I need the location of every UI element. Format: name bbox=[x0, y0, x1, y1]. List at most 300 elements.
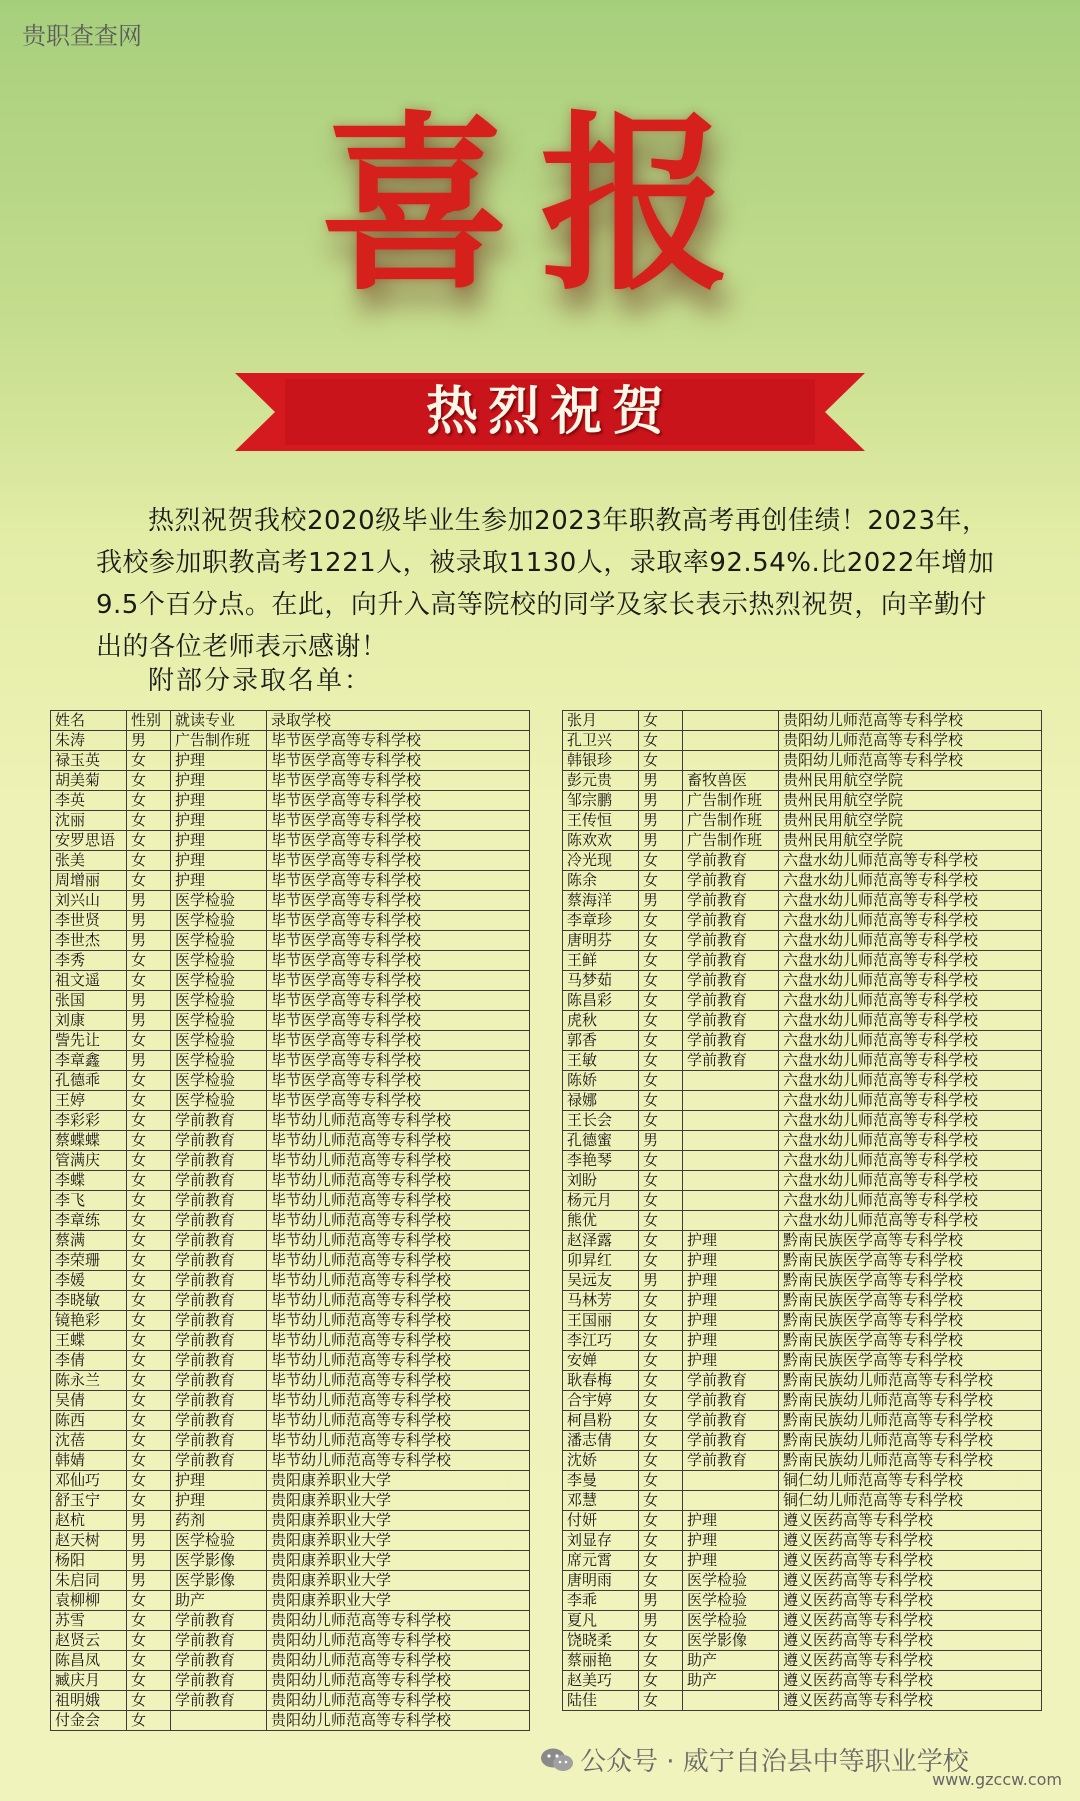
major-cell: 学前教育 bbox=[171, 1611, 267, 1631]
gender-cell: 女 bbox=[127, 1491, 171, 1511]
gender-cell: 女 bbox=[639, 871, 683, 891]
gender-cell: 女 bbox=[127, 1351, 171, 1371]
table-row bbox=[563, 1051, 1042, 1071]
student-name-cell: 夏凡 bbox=[563, 1611, 639, 1631]
major-cell: 医学影像 bbox=[171, 1571, 267, 1591]
gender-cell: 女 bbox=[127, 1611, 171, 1631]
major-cell: 助产 bbox=[171, 1591, 267, 1611]
footer-wechat-account bbox=[540, 1741, 969, 1778]
table-row bbox=[51, 1631, 530, 1651]
gender-cell: 女 bbox=[127, 1691, 171, 1711]
school-cell: 毕节幼儿师范高等专科学校 bbox=[267, 1291, 530, 1311]
gender-cell: 女 bbox=[127, 1211, 171, 1231]
table-row bbox=[51, 1171, 530, 1191]
student-name-cell: 杨阳 bbox=[51, 1551, 127, 1571]
school-cell: 毕节医学高等专科学校 bbox=[267, 951, 530, 971]
table-row bbox=[563, 731, 1042, 751]
table-row bbox=[51, 1011, 530, 1031]
gender-cell: 女 bbox=[639, 1291, 683, 1311]
major-cell: 医学影像 bbox=[683, 1631, 779, 1651]
school-cell: 六盘水幼儿师范高等专科学校 bbox=[779, 1091, 1042, 1111]
student-name-cell: 李世杰 bbox=[51, 931, 127, 951]
major-cell: 学前教育 bbox=[171, 1671, 267, 1691]
student-name-cell: 李飞 bbox=[51, 1191, 127, 1211]
student-name-cell: 舒玉宁 bbox=[51, 1491, 127, 1511]
gender-cell: 女 bbox=[639, 1651, 683, 1671]
school-cell: 六盘水幼儿师范高等专科学校 bbox=[779, 1211, 1042, 1231]
table-row bbox=[563, 1371, 1042, 1391]
gender-cell: 男 bbox=[639, 1611, 683, 1631]
school-cell: 贵阳幼儿师范高等专科学校 bbox=[267, 1671, 530, 1691]
student-name-cell: 李荣珊 bbox=[51, 1251, 127, 1271]
school-cell: 毕节幼儿师范高等专科学校 bbox=[267, 1231, 530, 1251]
school-cell: 黔南民族幼儿师范高等专科学校 bbox=[779, 1411, 1042, 1431]
school-cell: 黔南民族幼儿师范高等专科学校 bbox=[779, 1371, 1042, 1391]
major-cell: 学前教育 bbox=[683, 971, 779, 991]
student-name-cell: 付妍 bbox=[563, 1511, 639, 1531]
gender-cell: 女 bbox=[127, 1651, 171, 1671]
table-row bbox=[51, 1351, 530, 1371]
table-row bbox=[51, 1611, 530, 1631]
student-name-cell: 王长会 bbox=[563, 1111, 639, 1131]
student-name-cell: 安婵 bbox=[563, 1351, 639, 1371]
student-name-cell: 臧庆月 bbox=[51, 1671, 127, 1691]
school-cell: 毕节医学高等专科学校 bbox=[267, 811, 530, 831]
school-cell: 毕节幼儿师范高等专科学校 bbox=[267, 1151, 530, 1171]
table-row bbox=[51, 1671, 530, 1691]
major-cell bbox=[683, 1191, 779, 1211]
major-cell: 学前教育 bbox=[683, 911, 779, 931]
gender-cell: 女 bbox=[127, 1111, 171, 1131]
major-cell: 医学检验 bbox=[171, 1531, 267, 1551]
gender-cell: 男 bbox=[127, 931, 171, 951]
major-cell: 学前教育 bbox=[171, 1631, 267, 1651]
school-cell: 六盘水幼儿师范高等专科学校 bbox=[779, 1011, 1042, 1031]
gender-cell: 男 bbox=[127, 911, 171, 931]
school-cell: 贵阳康养职业大学 bbox=[267, 1491, 530, 1511]
major-cell bbox=[683, 1171, 779, 1191]
major-cell: 医学检验 bbox=[683, 1611, 779, 1631]
table-row bbox=[563, 911, 1042, 931]
student-name-cell: 周增丽 bbox=[51, 871, 127, 891]
school-cell: 录取学校 bbox=[267, 711, 530, 731]
student-name-cell: 吴远友 bbox=[563, 1271, 639, 1291]
table-row bbox=[563, 1191, 1042, 1211]
major-cell: 学前教育 bbox=[683, 1011, 779, 1031]
gender-cell: 女 bbox=[127, 831, 171, 851]
school-cell: 遵义医药高等专科学校 bbox=[779, 1611, 1042, 1631]
table-row bbox=[563, 971, 1042, 991]
school-cell: 毕节医学高等专科学校 bbox=[267, 731, 530, 751]
student-name-cell: 镜艳彩 bbox=[51, 1311, 127, 1331]
gender-cell: 女 bbox=[127, 1151, 171, 1171]
gender-cell: 女 bbox=[127, 1671, 171, 1691]
student-name-cell: 李媛 bbox=[51, 1271, 127, 1291]
major-cell: 助产 bbox=[683, 1651, 779, 1671]
gender-cell: 女 bbox=[639, 1471, 683, 1491]
gender-cell: 男 bbox=[639, 811, 683, 831]
table-row bbox=[563, 1291, 1042, 1311]
table-row bbox=[563, 1271, 1042, 1291]
school-cell: 六盘水幼儿师范高等专科学校 bbox=[779, 1031, 1042, 1051]
table-row bbox=[51, 1511, 530, 1531]
school-cell: 六盘水幼儿师范高等专科学校 bbox=[779, 1151, 1042, 1171]
gender-cell: 女 bbox=[127, 1291, 171, 1311]
gender-cell: 男 bbox=[639, 1131, 683, 1151]
table-row bbox=[563, 771, 1042, 791]
student-name-cell: 李乖 bbox=[563, 1591, 639, 1611]
table-row bbox=[563, 1491, 1042, 1511]
student-name-cell: 李彩彩 bbox=[51, 1111, 127, 1131]
list-caption: 附部分录取名单： bbox=[148, 666, 373, 696]
table-row bbox=[51, 1231, 530, 1251]
gender-cell: 女 bbox=[127, 1131, 171, 1151]
major-cell bbox=[683, 1071, 779, 1091]
table-row bbox=[563, 1331, 1042, 1351]
school-cell: 贵阳幼儿师范高等专科学校 bbox=[267, 1691, 530, 1711]
student-name-cell: 蔡满 bbox=[51, 1231, 127, 1251]
footer-wechat-text: 公众号 · 威宁自治县中等职业学校 bbox=[580, 1747, 969, 1777]
table-row bbox=[51, 1071, 530, 1091]
major-cell: 广告制作班 bbox=[683, 811, 779, 831]
major-cell: 学前教育 bbox=[683, 871, 779, 891]
table-row bbox=[51, 1531, 530, 1551]
student-name-cell: 祖明娥 bbox=[51, 1691, 127, 1711]
student-name-cell: 安罗思语 bbox=[51, 831, 127, 851]
school-cell: 铜仁幼儿师范高等专科学校 bbox=[779, 1491, 1042, 1511]
school-cell: 黔南民族幼儿师范高等专科学校 bbox=[779, 1451, 1042, 1471]
table-row bbox=[563, 1571, 1042, 1591]
gender-cell: 女 bbox=[639, 1351, 683, 1371]
gender-cell: 女 bbox=[127, 971, 171, 991]
major-cell: 学前教育 bbox=[171, 1231, 267, 1251]
student-name-cell: 李章练 bbox=[51, 1211, 127, 1231]
student-name-cell: 祖文遥 bbox=[51, 971, 127, 991]
major-cell: 畜牧兽医 bbox=[683, 771, 779, 791]
gender-cell: 女 bbox=[127, 1091, 171, 1111]
gender-cell: 女 bbox=[127, 751, 171, 771]
gender-cell: 男 bbox=[639, 1591, 683, 1611]
major-cell: 学前教育 bbox=[171, 1131, 267, 1151]
major-cell: 医学检验 bbox=[171, 911, 267, 931]
school-cell: 贵阳康养职业大学 bbox=[267, 1531, 530, 1551]
student-name-cell: 邓仙巧 bbox=[51, 1471, 127, 1491]
student-name-cell: 陈欢欢 bbox=[563, 831, 639, 851]
student-name-cell: 冷光现 bbox=[563, 851, 639, 871]
gender-cell: 男 bbox=[127, 891, 171, 911]
gender-cell: 女 bbox=[639, 731, 683, 751]
major-cell bbox=[171, 1711, 267, 1731]
school-cell: 毕节幼儿师范高等专科学校 bbox=[267, 1171, 530, 1191]
table-row bbox=[563, 931, 1042, 951]
table-row bbox=[51, 1291, 530, 1311]
student-name-cell: 刘康 bbox=[51, 1011, 127, 1031]
gender-cell: 女 bbox=[639, 1451, 683, 1471]
student-name-cell: 付金会 bbox=[51, 1711, 127, 1731]
table-row bbox=[51, 1211, 530, 1231]
gender-cell: 女 bbox=[127, 951, 171, 971]
school-cell: 六盘水幼儿师范高等专科学校 bbox=[779, 931, 1042, 951]
gender-cell: 女 bbox=[639, 1011, 683, 1031]
school-cell: 毕节医学高等专科学校 bbox=[267, 931, 530, 951]
student-name-cell: 蔡蝶蝶 bbox=[51, 1131, 127, 1151]
student-name-cell: 陈余 bbox=[563, 871, 639, 891]
gender-cell: 女 bbox=[639, 1571, 683, 1591]
gender-cell: 女 bbox=[639, 1071, 683, 1091]
table-row bbox=[51, 771, 530, 791]
school-cell: 六盘水幼儿师范高等专科学校 bbox=[779, 891, 1042, 911]
table-row bbox=[51, 1271, 530, 1291]
gender-cell: 女 bbox=[127, 871, 171, 891]
school-cell: 毕节医学高等专科学校 bbox=[267, 1011, 530, 1031]
major-cell: 医学检验 bbox=[171, 1071, 267, 1091]
student-name-cell: 耿春梅 bbox=[563, 1371, 639, 1391]
school-cell: 六盘水幼儿师范高等专科学校 bbox=[779, 1191, 1042, 1211]
major-cell: 护理 bbox=[171, 1471, 267, 1491]
gender-cell: 女 bbox=[127, 1411, 171, 1431]
school-cell: 毕节幼儿师范高等专科学校 bbox=[267, 1211, 530, 1231]
gender-cell: 女 bbox=[639, 1691, 683, 1711]
watermark-site-name: 贵职查查网 bbox=[22, 22, 142, 50]
gender-cell: 女 bbox=[639, 1091, 683, 1111]
gender-cell: 男 bbox=[127, 1571, 171, 1591]
school-cell: 六盘水幼儿师范高等专科学校 bbox=[779, 1051, 1042, 1071]
table-row bbox=[563, 1151, 1042, 1171]
school-cell: 黔南民族医学高等专科学校 bbox=[779, 1311, 1042, 1331]
gender-cell: 女 bbox=[127, 851, 171, 871]
student-name-cell: 沈娇 bbox=[563, 1451, 639, 1471]
school-cell: 黔南民族幼儿师范高等专科学校 bbox=[779, 1391, 1042, 1411]
gender-cell: 女 bbox=[127, 771, 171, 791]
school-cell: 毕节医学高等专科学校 bbox=[267, 1091, 530, 1111]
table-row bbox=[51, 1151, 530, 1171]
table-row bbox=[51, 1051, 530, 1071]
student-name-cell: 李江巧 bbox=[563, 1331, 639, 1351]
school-cell: 六盘水幼儿师范高等专科学校 bbox=[779, 1131, 1042, 1151]
major-cell: 学前教育 bbox=[683, 1431, 779, 1451]
major-cell: 护理 bbox=[171, 791, 267, 811]
intro-paragraph: 热烈祝贺我校2020级毕业生参加2023年职教高考再创佳绩！2023年，我校参加职教高考1221人，被录取1130人，录取率92.54%.比2022年增加9.5个百分点。在此，向升入高等院校的同学及家长表示热烈祝贺，向辛勤付出的各位老师表示感谢！ bbox=[96, 506, 995, 662]
student-name-cell: 彭元贵 bbox=[563, 771, 639, 791]
table-row bbox=[51, 1691, 530, 1711]
major-cell: 学前教育 bbox=[683, 931, 779, 951]
table-row bbox=[563, 1391, 1042, 1411]
table-row bbox=[563, 1671, 1042, 1691]
table-row bbox=[51, 1331, 530, 1351]
school-cell: 贵阳幼儿师范高等专科学校 bbox=[779, 711, 1042, 731]
school-cell: 黔南民族医学高等专科学校 bbox=[779, 1251, 1042, 1271]
major-cell: 学前教育 bbox=[683, 1451, 779, 1471]
major-cell: 学前教育 bbox=[683, 991, 779, 1011]
major-cell: 护理 bbox=[683, 1271, 779, 1291]
school-cell: 贵州民用航空学院 bbox=[779, 831, 1042, 851]
table-row bbox=[51, 1491, 530, 1511]
major-cell: 医学检验 bbox=[171, 951, 267, 971]
major-cell: 广告制作班 bbox=[171, 731, 267, 751]
table-row bbox=[563, 1411, 1042, 1431]
gender-cell: 女 bbox=[639, 1551, 683, 1571]
school-cell: 贵州民用航空学院 bbox=[779, 811, 1042, 831]
student-name-cell: 孔德乖 bbox=[51, 1071, 127, 1091]
student-name-cell: 赵天树 bbox=[51, 1531, 127, 1551]
footer-site-url: www.gzccw.com bbox=[932, 1770, 1062, 1789]
major-cell: 护理 bbox=[683, 1311, 779, 1331]
major-cell: 学前教育 bbox=[683, 1031, 779, 1051]
school-cell: 黔南民族医学高等专科学校 bbox=[779, 1271, 1042, 1291]
student-name-cell: 吴倩 bbox=[51, 1391, 127, 1411]
school-cell: 毕节医学高等专科学校 bbox=[267, 1031, 530, 1051]
student-name-cell: 柯昌粉 bbox=[563, 1411, 639, 1431]
gender-cell: 女 bbox=[639, 1671, 683, 1691]
major-cell: 学前教育 bbox=[171, 1171, 267, 1191]
table-row bbox=[563, 1251, 1042, 1271]
table-row bbox=[51, 1471, 530, 1491]
gender-cell: 女 bbox=[127, 1251, 171, 1271]
student-name-cell: 刘兴山 bbox=[51, 891, 127, 911]
table-row bbox=[51, 931, 530, 951]
gender-cell: 女 bbox=[127, 1331, 171, 1351]
student-name-cell: 孔卫兴 bbox=[563, 731, 639, 751]
school-cell: 毕节医学高等专科学校 bbox=[267, 1051, 530, 1071]
school-cell: 黔南民族幼儿师范高等专科学校 bbox=[779, 1431, 1042, 1451]
gender-cell: 女 bbox=[639, 1371, 683, 1391]
gender-cell: 女 bbox=[639, 1191, 683, 1211]
gender-cell: 女 bbox=[127, 1711, 171, 1731]
school-cell: 六盘水幼儿师范高等专科学校 bbox=[779, 1071, 1042, 1091]
student-name-cell: 邓慧 bbox=[563, 1491, 639, 1511]
gender-cell: 男 bbox=[639, 1271, 683, 1291]
gender-cell: 女 bbox=[639, 1111, 683, 1131]
gender-cell: 女 bbox=[127, 1071, 171, 1091]
gender-cell: 男 bbox=[127, 1011, 171, 1031]
gender-cell: 男 bbox=[639, 891, 683, 911]
table-row bbox=[563, 1691, 1042, 1711]
school-cell: 贵阳康养职业大学 bbox=[267, 1551, 530, 1571]
table-row bbox=[51, 1591, 530, 1611]
major-cell: 学前教育 bbox=[171, 1691, 267, 1711]
student-name-cell: 苏雪 bbox=[51, 1611, 127, 1631]
admission-table-right bbox=[562, 710, 1042, 1711]
school-cell: 遵义医药高等专科学校 bbox=[779, 1571, 1042, 1591]
gender-cell: 男 bbox=[639, 791, 683, 811]
school-cell: 遵义医药高等专科学校 bbox=[779, 1591, 1042, 1611]
table-row bbox=[563, 1031, 1042, 1051]
school-cell: 遵义医药高等专科学校 bbox=[779, 1531, 1042, 1551]
school-cell: 六盘水幼儿师范高等专科学校 bbox=[779, 1171, 1042, 1191]
major-cell: 护理 bbox=[171, 871, 267, 891]
table-row bbox=[51, 791, 530, 811]
student-name-cell: 唐明雨 bbox=[563, 1571, 639, 1591]
table-row bbox=[51, 731, 530, 751]
table-row bbox=[51, 991, 530, 1011]
table-row bbox=[563, 831, 1042, 851]
student-name-cell: 韩婧 bbox=[51, 1451, 127, 1471]
gender-cell: 男 bbox=[127, 1551, 171, 1571]
major-cell: 学前教育 bbox=[683, 891, 779, 911]
major-cell: 学前教育 bbox=[683, 1411, 779, 1431]
gender-cell: 女 bbox=[639, 931, 683, 951]
table-row bbox=[51, 1311, 530, 1331]
major-cell bbox=[683, 751, 779, 771]
gender-cell: 女 bbox=[639, 711, 683, 731]
major-cell: 学前教育 bbox=[171, 1431, 267, 1451]
student-name-cell: 陈昌凤 bbox=[51, 1651, 127, 1671]
gender-cell: 女 bbox=[127, 1311, 171, 1331]
major-cell: 学前教育 bbox=[171, 1391, 267, 1411]
school-cell: 毕节医学高等专科学校 bbox=[267, 771, 530, 791]
table-row bbox=[563, 1531, 1042, 1551]
table-row bbox=[563, 871, 1042, 891]
major-cell: 学前教育 bbox=[171, 1271, 267, 1291]
table-row bbox=[51, 1131, 530, 1151]
student-name-cell: 张国 bbox=[51, 991, 127, 1011]
gender-cell: 男 bbox=[127, 1531, 171, 1551]
gender-cell: 女 bbox=[639, 911, 683, 931]
gender-cell: 女 bbox=[639, 971, 683, 991]
gender-cell: 女 bbox=[639, 1431, 683, 1451]
school-cell: 毕节幼儿师范高等专科学校 bbox=[267, 1431, 530, 1451]
gender-cell: 女 bbox=[639, 1031, 683, 1051]
major-cell: 护理 bbox=[683, 1251, 779, 1271]
major-cell: 广告制作班 bbox=[683, 791, 779, 811]
major-cell: 护理 bbox=[683, 1291, 779, 1311]
student-name-cell: 马梦茹 bbox=[563, 971, 639, 991]
major-cell: 学前教育 bbox=[683, 1391, 779, 1411]
gender-cell: 女 bbox=[639, 1391, 683, 1411]
major-cell: 护理 bbox=[171, 771, 267, 791]
student-name-cell: 李蝶 bbox=[51, 1171, 127, 1191]
table-row bbox=[51, 1031, 530, 1051]
student-name-cell: 潘志倩 bbox=[563, 1431, 639, 1451]
table-row bbox=[51, 1411, 530, 1431]
table-row bbox=[563, 1211, 1042, 1231]
major-cell: 护理 bbox=[683, 1231, 779, 1251]
school-cell: 遵义医药高等专科学校 bbox=[779, 1551, 1042, 1571]
gender-cell: 女 bbox=[127, 791, 171, 811]
table-row bbox=[51, 1251, 530, 1271]
school-cell: 贵阳康养职业大学 bbox=[267, 1571, 530, 1591]
table-row bbox=[51, 1371, 530, 1391]
student-name-cell: 李倩 bbox=[51, 1351, 127, 1371]
table-row bbox=[51, 1091, 530, 1111]
headline-title: 喜报 bbox=[319, 93, 760, 316]
major-cell: 医学检验 bbox=[683, 1591, 779, 1611]
table-row bbox=[563, 751, 1042, 771]
table-row bbox=[563, 1551, 1042, 1571]
school-cell: 毕节幼儿师范高等专科学校 bbox=[267, 1331, 530, 1351]
school-cell: 遵义医药高等专科学校 bbox=[779, 1651, 1042, 1671]
gender-cell: 女 bbox=[639, 1411, 683, 1431]
student-name-cell: 李艳琴 bbox=[563, 1151, 639, 1171]
table-row bbox=[563, 1451, 1042, 1471]
table-row bbox=[51, 1711, 530, 1731]
school-cell: 毕节医学高等专科学校 bbox=[267, 791, 530, 811]
major-cell: 学前教育 bbox=[171, 1371, 267, 1391]
school-cell: 贵阳康养职业大学 bbox=[267, 1511, 530, 1531]
student-name-cell: 陈西 bbox=[51, 1411, 127, 1431]
gender-cell: 女 bbox=[639, 951, 683, 971]
school-cell: 毕节幼儿师范高等专科学校 bbox=[267, 1451, 530, 1471]
major-cell: 护理 bbox=[171, 831, 267, 851]
school-cell: 贵阳康养职业大学 bbox=[267, 1471, 530, 1491]
table-row bbox=[563, 1311, 1042, 1331]
gender-cell: 女 bbox=[127, 1191, 171, 1211]
gender-cell: 女 bbox=[127, 1171, 171, 1191]
major-cell: 学前教育 bbox=[171, 1651, 267, 1671]
student-name-cell: 管满庆 bbox=[51, 1151, 127, 1171]
major-cell: 学前教育 bbox=[683, 951, 779, 971]
school-cell: 毕节幼儿师范高等专科学校 bbox=[267, 1391, 530, 1411]
